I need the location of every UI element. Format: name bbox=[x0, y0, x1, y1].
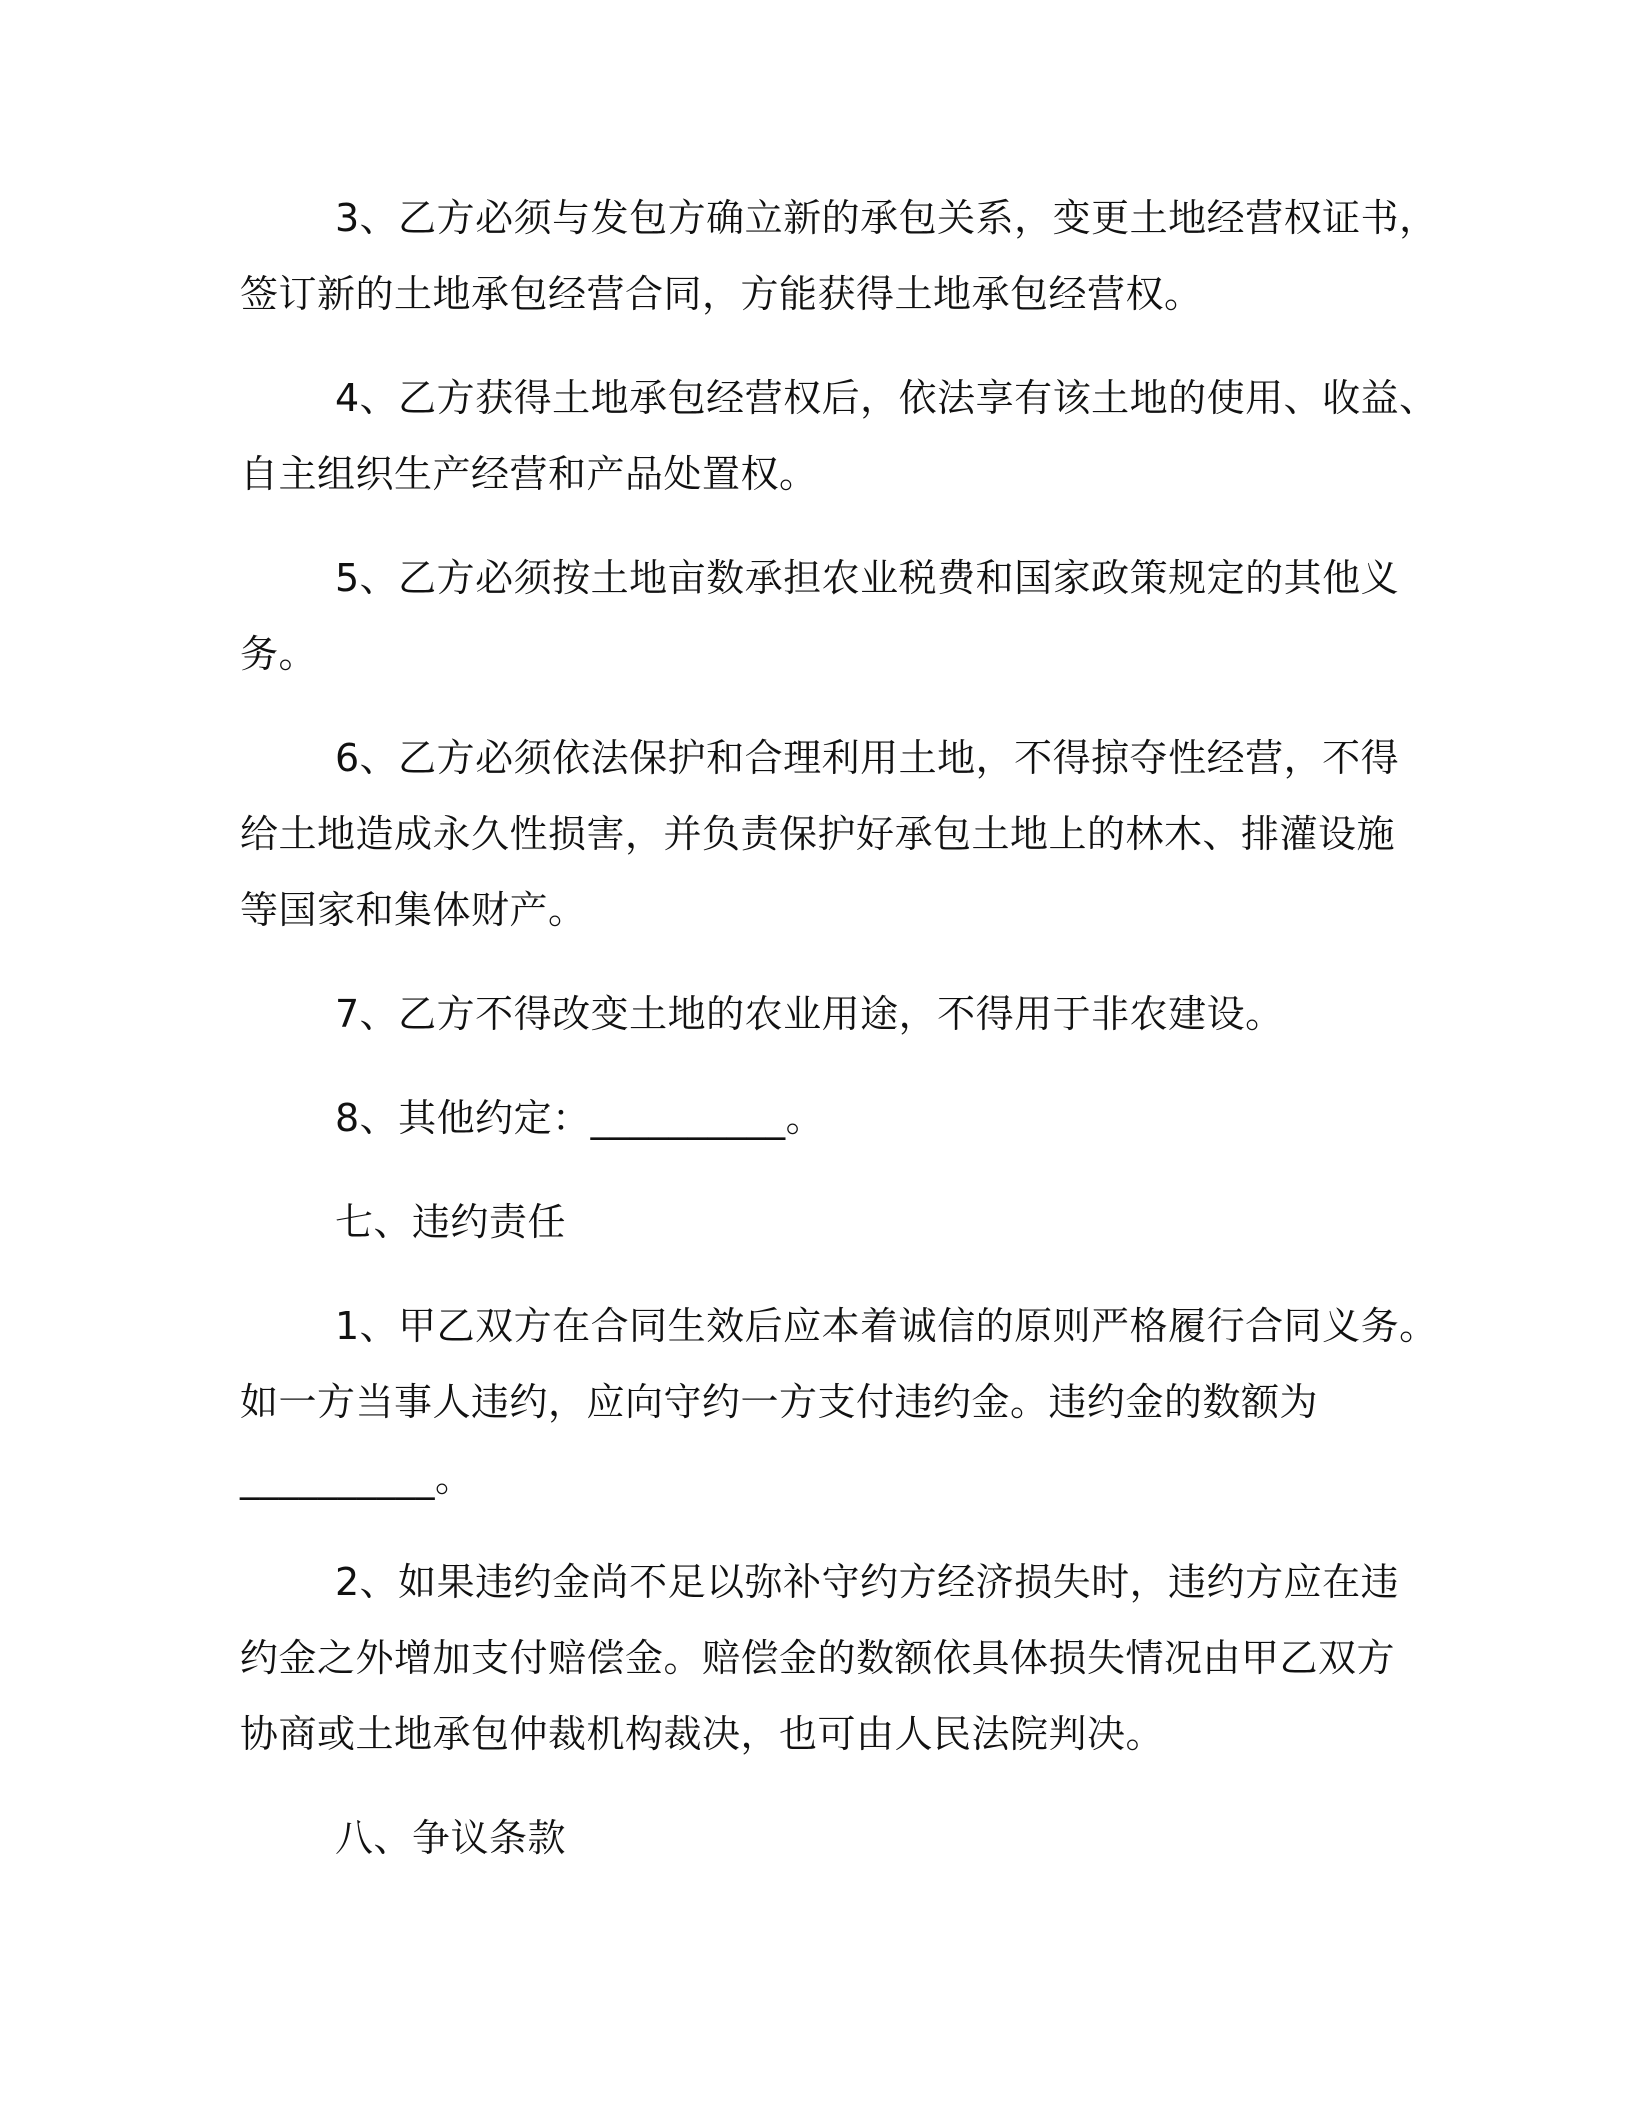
clause-7-line-1: 7、乙方不得改变土地的农业用途，不得用于非农建设。 bbox=[335, 992, 1284, 1036]
liability-2-line-3: 协商或土地承包仲裁机构裁决，也可由人民法院判决。 bbox=[240, 1712, 1165, 1756]
section-7-heading: 七、违约责任 bbox=[335, 1200, 567, 1244]
section-8-heading: 八、争议条款 bbox=[335, 1816, 567, 1860]
liability-1-line-3: __________。 bbox=[240, 1456, 474, 1500]
clause-3-line-1: 3、乙方必须与发包方确立新的承包关系，变更土地经营权证书， bbox=[335, 196, 1438, 240]
clause-6-line-1: 6、乙方必须依法保护和合理利用土地，不得掠夺性经营，不得 bbox=[335, 736, 1400, 780]
clause-3-line-2: 签订新的土地承包经营合同，方能获得土地承包经营权。 bbox=[240, 272, 1203, 316]
clause-8-line-1: 8、其他约定：__________。 bbox=[335, 1096, 825, 1140]
liability-1-line-1: 1、甲乙双方在合同生效后应本着诚信的原则严格履行合同义务。 bbox=[335, 1304, 1438, 1348]
clause-4-line-2: 自主组织生产经营和产品处置权。 bbox=[240, 452, 818, 496]
clause-5-line-2: 务。 bbox=[240, 632, 318, 676]
clause-5-line-1: 5、乙方必须按土地亩数承担农业税费和国家政策规定的其他义 bbox=[335, 556, 1400, 600]
clause-4-line-1: 4、乙方获得土地承包经营权后，依法享有该土地的使用、收益、 bbox=[335, 376, 1438, 420]
clause-6-line-2: 给土地造成永久性损害，并负责保护好承包土地上的林木、排灌设施 bbox=[240, 812, 1396, 856]
liability-2-line-2: 约金之外增加支付赔偿金。赔偿金的数额依具体损失情况由甲乙双方 bbox=[240, 1636, 1396, 1680]
liability-1-line-2: 如一方当事人违约，应向守约一方支付违约金。违约金的数额为 bbox=[240, 1380, 1319, 1424]
liability-2-line-1: 2、如果违约金尚不足以弥补守约方经济损失时，违约方应在违 bbox=[335, 1560, 1400, 1604]
clause-6-line-3: 等国家和集体财产。 bbox=[240, 888, 587, 932]
